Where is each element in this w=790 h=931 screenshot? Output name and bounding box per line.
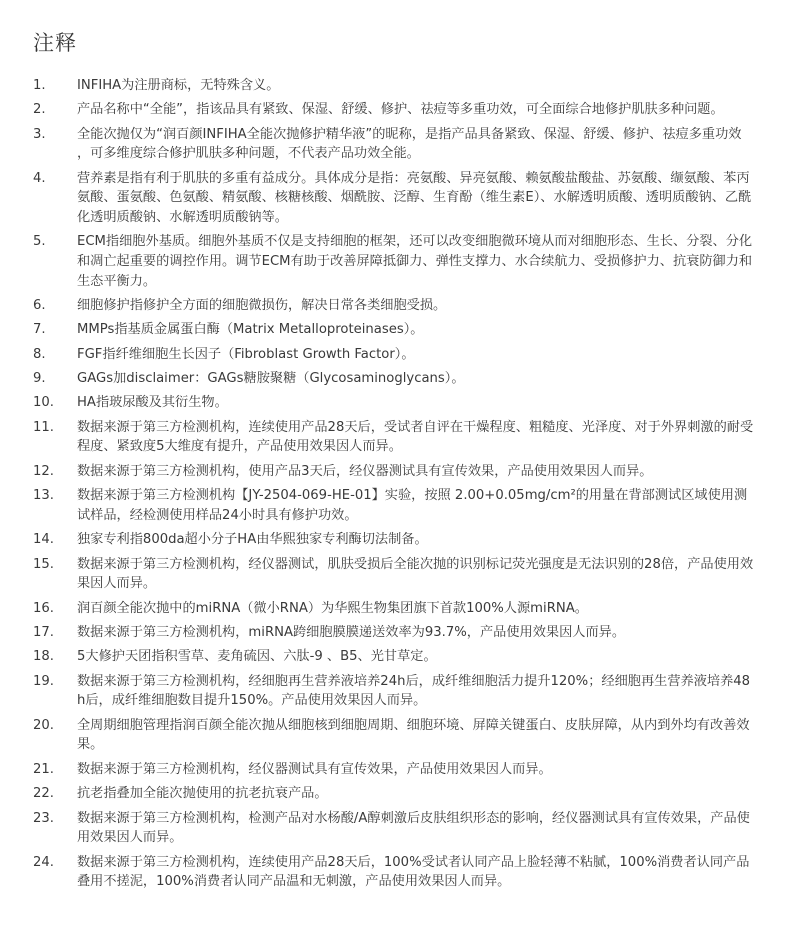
notes-list: [33, 76, 754, 892]
note-text: 独家专利指800da超小分子HA由华熙独家专利酶切法制备。: [77, 532, 428, 548]
note-text: INFIHA为注册商标，无特殊含义。: [77, 78, 280, 93]
note-text: 数据来源于第三方检测机构，经仪器测试具有宣传效果，产品使用效果因人而异。: [77, 761, 552, 777]
note-text: HA指玻尿酸及其衍生物。: [77, 395, 228, 411]
note-item: [33, 809, 754, 848]
note-item: [33, 418, 754, 457]
note-item: [33, 393, 754, 413]
note-text: FGF指纤维细胞生长因子（Fibroblast Growth Factor）。: [77, 346, 415, 362]
note-item: [33, 647, 754, 667]
note-item: [33, 125, 754, 164]
note-text: 数据来源于第三方检测机构，经仪器测试，肌肤受损后全能次抛的识别标记荧光强度是无法识别的28倍，产品使用效果因人而异。: [77, 556, 754, 592]
note-text: 数据来源于第三方检测机构，使用产品3天后，经仪器测试具有宣传效果，产品使用效果因人而异。: [77, 463, 653, 479]
note-number: 7.: [33, 322, 46, 338]
note-number: 23.: [33, 810, 54, 826]
note-item: [33, 320, 754, 340]
page-title: 注释: [33, 31, 77, 55]
note-item: [33, 853, 754, 892]
note-number: 24.: [33, 854, 54, 870]
note-number: 14.: [33, 532, 54, 548]
note-text: 全周期细胞管理指润百颜全能次抛从细胞核到细胞周期、细胞环境、屏障关键蛋白、皮肤屏障，从内到外均有改善效果。: [77, 717, 750, 753]
note-number: 8.: [33, 346, 46, 362]
note-text: ECM指细胞外基质。细胞外基质不仅是支持细胞的框架，还可以改变细胞微环境从而对细胞形态、生长、分裂、分化和凋亡起重要的调控作用。调节ECM有助于改善屏障抵御力、弹性支撑力、水合续航力、受损修护力、抗衰防御力和生态平衡力。: [77, 234, 753, 289]
note-item: [33, 232, 754, 291]
note-number: 12.: [33, 463, 54, 479]
note-item: [33, 100, 754, 120]
note-text: 全能次抛仅为“润百颜INFIHA全能次抛修护精华液”的昵称，是指产品具备紧致、保湿、舒缓、修护、祛痘多重功效，可多维度综合修护肌肤多种问题，不代表产品功效全能。: [77, 126, 742, 162]
note-item: [33, 345, 754, 365]
note-text: 润百颜全能次抛中的miRNA（微小RNA）为华熙生物集团旗下首款100%人源miRNA。: [77, 600, 588, 616]
note-item: [33, 784, 754, 804]
note-item: [33, 555, 754, 594]
note-item: [33, 672, 754, 711]
note-item: [33, 623, 754, 643]
note-number: 15.: [33, 556, 54, 572]
note-number: 19.: [33, 673, 54, 689]
note-number: 5.: [33, 234, 46, 250]
note-text: 数据来源于第三方检测机构，经细胞再生营养液培养24h后，成纤维细胞活力提升120%；经细胞再生营养液培养48h后，成纤维细胞数目提升150%。产品使用效果因人而异。: [77, 673, 751, 709]
note-number: 21.: [33, 761, 54, 777]
note-number: 18.: [33, 649, 54, 665]
note-text: 数据来源于第三方检测机构【JY-2504-069-HE-01】实验，按照 2.00+0.05mg/cm²的用量在背部测试区域使用测试样品，经检测使用样品24小时具有修护功效。: [77, 488, 748, 523]
note-text: 营养素是指有利于肌肤的多重有益成分。具体成分是指：亮氨酸、异亮氨酸、赖氨酸盐酸盐、苏氨酸、缬氨酸、苯丙氨酸、蛋氨酸、色氨酸、精氨酸、核糖核酸、烟酰胺、泛醇、生育酚（维生素E）、水解透明质酸、透明质酸钠、乙酰化透明质酸钠、水解透明质酸钠等。: [77, 170, 752, 225]
note-number: 20.: [33, 717, 54, 733]
note-number: 16.: [33, 600, 54, 616]
note-number: 9.: [33, 371, 46, 387]
note-item: [33, 486, 754, 525]
note-text: GAGs加disclaimer：GAGs糖胺聚糖（Glycosaminoglycans）。: [77, 371, 465, 387]
note-item: [33, 599, 754, 619]
note-number: 1.: [33, 78, 46, 93]
note-text: 数据来源于第三方检测机构，连续使用产品28天后，100%受试者认同产品上脸轻薄不粘腻，100%消费者认同产品叠用不搓泥，100%消费者认同产品温和无刺激，产品使用效果因人而异。: [77, 854, 750, 890]
note-item: [33, 462, 754, 482]
note-item: [33, 169, 754, 228]
note-text: 5大修护天团指积雪草、麦角硫因、六肽-9 、B5、光甘草定。: [77, 649, 437, 665]
note-number: 4.: [33, 170, 46, 186]
note-text: 数据来源于第三方检测机构，检测产品对水杨酸/A醇刺激后皮肤组织形态的影响，经仪器测试具有宣传效果，产品使用效果因人而异。: [77, 810, 750, 846]
note-number: 2.: [33, 102, 46, 118]
note-text: 数据来源于第三方检测机构，miRNA跨细胞膜膜递送效率为93.7%，产品使用效果因人而异。: [77, 625, 626, 640]
note-item: [33, 760, 754, 780]
note-item: [33, 296, 754, 316]
note-number: 22.: [33, 786, 54, 802]
note-item: [33, 369, 754, 389]
note-number: 3.: [33, 126, 46, 142]
note-number: 17.: [33, 625, 54, 640]
note-text: 抗老指叠加全能次抛使用的抗老抗衰产品。: [77, 786, 328, 802]
note-item: [33, 76, 754, 96]
note-text: 数据来源于第三方检测机构，连续使用产品28天后，受试者自评在干燥程度、粗糙度、光泽度、对于外界刺激的耐受程度、紧致度5大维度有提升，产品使用效果因人而异。: [77, 419, 754, 455]
note-number: 10.: [33, 395, 54, 411]
note-number: 11.: [33, 419, 54, 435]
note-number: 6.: [33, 297, 46, 313]
note-item: [33, 716, 754, 755]
note-text: 细胞修护指修护全方面的细胞微损伤，解决日常各类细胞受损。: [77, 297, 447, 313]
note-item: [33, 530, 754, 550]
note-text: MMPs指基质金属蛋白酶（Matrix Metalloproteinases）。: [77, 322, 424, 338]
note-text: 产品名称中“全能”，指该品具有紧致、保湿、舒缓、修护、祛痘等多重功效，可全面综合地修护肌肤多种问题。: [77, 102, 724, 118]
note-number: 13.: [33, 488, 54, 504]
